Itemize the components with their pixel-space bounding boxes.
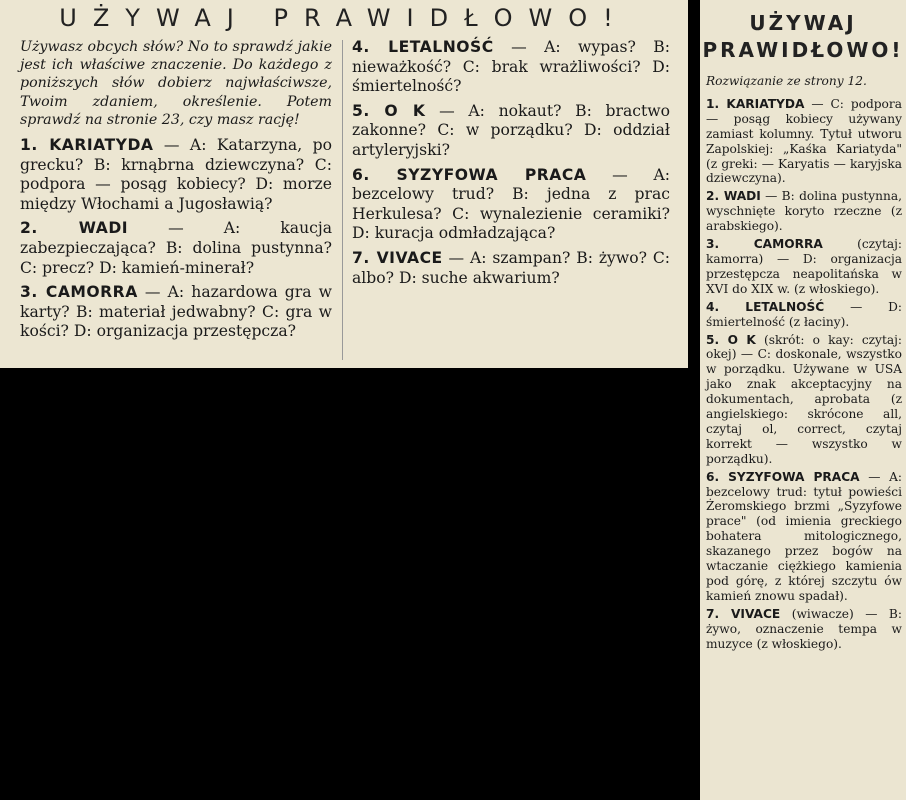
quiz-question-6: 6. SYZYFOWA PRACA — A: bezcelowy trud? B: jedna z prac Herkulesa? C: wynalezienie ceramiki? D: kuracja odmładzająca? [352,165,670,243]
answer-2: 2. WADI — B: dolina pustynna, wyschnięte koryto rzeczne (z arabskiego). [706,189,902,234]
quiz-column-2 [352,38,670,293]
quiz-clipping [0,0,688,368]
quiz-question-2: 2. WADI — A: kaucja zabezpieczająca? B: dolina pustynna? C: precz? D: kamień-minerał? [20,219,332,277]
answer-1: 1. KARIATYDA — C: podpora — posąg kobiecy używany zamiast kolumny. Tytuł utworu Zapolskiej: „Kaśka Kariatyda" (z greki: — Karyatis — karyjska dziewczyna). [706,96,902,186]
quiz-column-1 [20,38,332,347]
answer-3: 3. CAMORRA (czytaj: kamorra) — D: organizacja przestępcza neapolitańska w XVI do XIX w. (z włoskiego). [706,237,903,296]
answers-column [706,74,902,655]
answer-5: 5. O K (skrót: o kay: czytaj: okej) — C: doskonale, wszystko w porządku. Używane w USA jako znak akceptacyjny na dokumentach, aprobata (z angielskiego: skrócone all, czytaj ol, correct, czytaj korrekt — wszystko w porządku). [706,332,902,466]
column-divider [342,40,343,360]
quiz-question-1: 1. KARIATYDA — A: Katarzyna, po grecku? B: krnąbrna dziewczyna? C: podpora — posąg kobiecy? D: morze między Włochami a Jugosławią? [20,136,332,213]
quiz-question-4: 4. LETALNOŚĆ — A: wypas? B: nieważkość? C: brak wrażliwości? D: śmiertelność? [352,38,670,96]
answer-4: 4. LETALNOŚĆ — D: śmiertelność (z łaciny). [706,299,902,329]
quiz-intro: Używasz obcych słów? No to sprawdź jakie jest ich właściwe znaczenie. Do każdego z poniższych słów dobierz najwłaściwsze, Twoim zdaniem, określenie. Potem sprawdź na stronie 23, czy masz rację! [20,39,332,128]
answer-7: 7. VIVACE (wiwacze) — B: żywo, oznaczenie tempa w muzyce (z włoskiego). [706,606,902,651]
quiz-question-5: 5. O K — A: nokaut? B: bractwo zakonne? C: w porządku? D: oddział artyleryjski? [352,101,670,159]
answers-title [700,10,906,64]
answers-title-line-2: PRAWIDŁOWO! [702,38,904,62]
quiz-question-3: 3. CAMORRA — A: hazardowa gra w karty? B: materiał jedwabny? C: gra w kości? D: organizacja przestępcza? [20,283,332,341]
answer-6: 6. SYZYFOWA PRACA — A: bezcelowy trud: tytuł powieści Żeromskiego brzmi „Syzyfowe prace" (od imienia greckiego bohatera mitologicznego, skazanego przez bogów na wtaczanie ciężkiego kamienia pod górę, z której szczytu ów kamień znowu spadał). [706,469,902,603]
answers-subtitle: Rozwiązanie ze strony 12. [706,74,867,88]
quiz-question-7: 7. VIVACE — A: szampan? B: żywo? C: albo? D: suche akwarium? [352,248,671,287]
quiz-title: UŻYWAJ PRAWIDŁOWO! [59,4,629,32]
answers-title-line-1: UŻYWAJ [749,11,857,35]
answers-clipping [700,0,906,800]
